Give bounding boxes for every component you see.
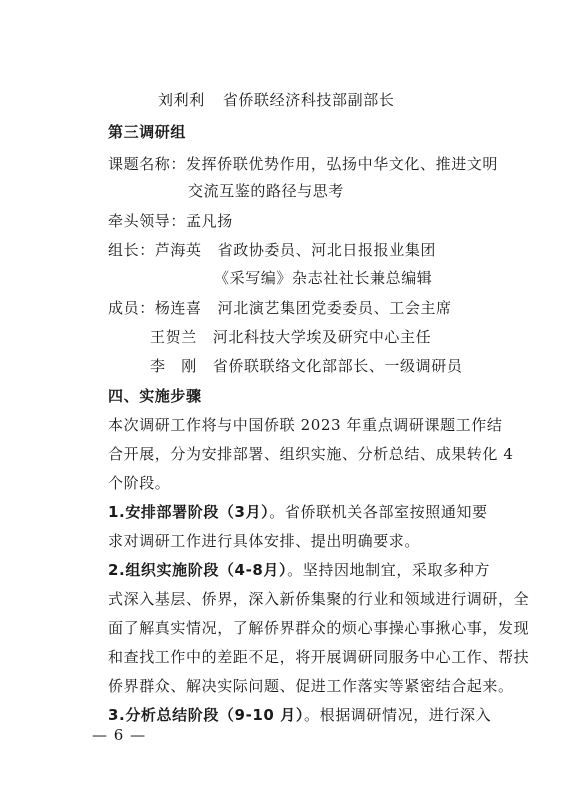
paragraph-line: 个阶段。 <box>108 474 171 492</box>
leader-label: 组长： <box>108 241 155 259</box>
step-text: 。坚持因地制宜，采取多种方 <box>287 561 490 579</box>
paragraph-line: 求对调研工作进行具体安排、提出明确要求。 <box>108 532 421 550</box>
page-number: — 6 — <box>92 726 147 744</box>
leader-role-continuation: 《采写编》杂志社社长兼总编辑 <box>214 269 433 287</box>
member-row <box>158 90 394 110</box>
step-text: 。根据调研情况，进行深入 <box>304 706 492 724</box>
leader-name: 芦海英 <box>154 241 202 259</box>
member-role: 省侨联联络文化部部长、一级调研员 <box>212 357 463 375</box>
paragraph-line: 合开展，分为安排部署、组织实施、分析总结、成果转化 4 <box>108 445 514 463</box>
step-title: 2.组织实施阶段（4-8月） <box>108 561 288 579</box>
topic-text: 发挥侨联优势作用，弘扬中华文化、推进文明 <box>186 155 499 173</box>
topic-label: 课题名称： <box>108 155 187 173</box>
group-heading: 第三调研组 <box>108 123 187 141</box>
paragraph-line: 侨界群众、解决实际问题、促进工作落实等紧密结合起来。 <box>108 677 514 695</box>
lead-label: 牵头领导： <box>108 212 187 230</box>
step-paragraph <box>108 560 490 580</box>
paragraph-line: 式深入基层、侨界，深入新侨集聚的行业和领域进行调研，全 <box>108 590 530 608</box>
paragraph-line: 和查找工作中的差距不足，将开展调研同服务中心工作、帮扶 <box>108 648 530 666</box>
member-name: 刘利利 <box>158 91 205 109</box>
step-title: 3.分析总结阶段（9-10 月） <box>108 706 304 724</box>
paragraph-line: 面了解真实情况，了解侨界群众的烦心事操心事揪心事，发现 <box>108 619 530 637</box>
member-role: 省侨联经济科技部副部长 <box>222 91 395 109</box>
members-label: 成员： <box>108 299 155 317</box>
member-name: 杨连喜 <box>154 299 202 317</box>
step-text: 。省侨联机关各部室按照通知要 <box>269 503 488 521</box>
member-name: 王贺兰 <box>150 328 197 346</box>
paragraph-line: 本次调研工作将与中国侨联 2023 年重点调研课题工作结 <box>108 416 503 434</box>
lead-row <box>108 211 233 231</box>
member-role: 河北演艺集团党委委员、工会主席 <box>217 299 452 317</box>
topic-row <box>108 154 498 174</box>
step-title: 1.安排部署阶段（3月） <box>108 503 270 521</box>
leader-row <box>108 240 436 260</box>
leader-role: 省政协委员、河北日报报业集团 <box>217 241 437 259</box>
step-paragraph <box>108 502 488 522</box>
member-row <box>150 356 462 376</box>
lead-name: 孟凡扬 <box>186 212 233 230</box>
step-paragraph <box>108 705 491 725</box>
section-heading: 四、实施步骤 <box>108 387 202 405</box>
member-role: 河北科技大学埃及研究中心主任 <box>212 328 432 346</box>
member-row <box>150 327 431 347</box>
member-name: 李 刚 <box>150 357 197 375</box>
member-row <box>108 298 452 318</box>
topic-continuation: 交流互鉴的路径与思考 <box>188 182 345 200</box>
